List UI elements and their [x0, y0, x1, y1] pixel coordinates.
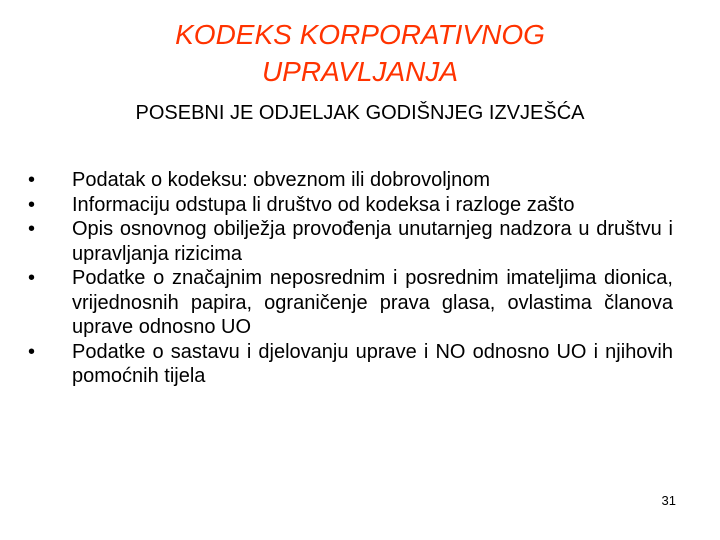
slide-subtitle: POSEBNI JE ODJELJAK GODIŠNJEG IZVJEŠĆA: [135, 102, 585, 124]
title-line-1: KODEKS KORPORATIVNOG: [175, 19, 545, 50]
bullet-dot-icon: •: [28, 218, 36, 240]
bullet-dot-icon: •: [28, 340, 36, 363]
bullet-dot-icon: •: [28, 193, 36, 216]
bullet-text: Podatak o kodeksu: obveznom ili dobrovoljnom: [72, 169, 491, 191]
bullet-list: [28, 168, 673, 389]
bullet-text: Podatke o sastavu i djelovanju uprave i NO odnosno UO i njihovih pomoćnih tijela: [72, 340, 673, 387]
bullet-item: [28, 266, 673, 340]
slide-title: [110, 16, 610, 90]
bullet-dot-icon: •: [28, 267, 36, 289]
title-line-2: UPRAVLJANJA: [261, 56, 459, 87]
bullet-item: [28, 340, 673, 389]
bullet-item: [28, 217, 673, 266]
bullet-text: Informaciju odstupa li društvo od kodeksa i razloge zašto: [72, 193, 575, 216]
bullet-dot-icon: •: [28, 169, 36, 191]
bullet-item: [28, 193, 673, 218]
bullet-text: Podatke o značajnim neposrednim i posrednim imateljima dionica, vrijednosnih papira, ograničenje prava glasa, ovlastima članova uprave odnosno UO: [72, 267, 673, 338]
bullet-item: [28, 168, 673, 193]
page-number: 31: [661, 493, 676, 508]
bullet-text: Opis osnovnog obilježja provođenja unutarnjeg nadzora u društvu i upravljanja rizicima: [72, 218, 673, 265]
